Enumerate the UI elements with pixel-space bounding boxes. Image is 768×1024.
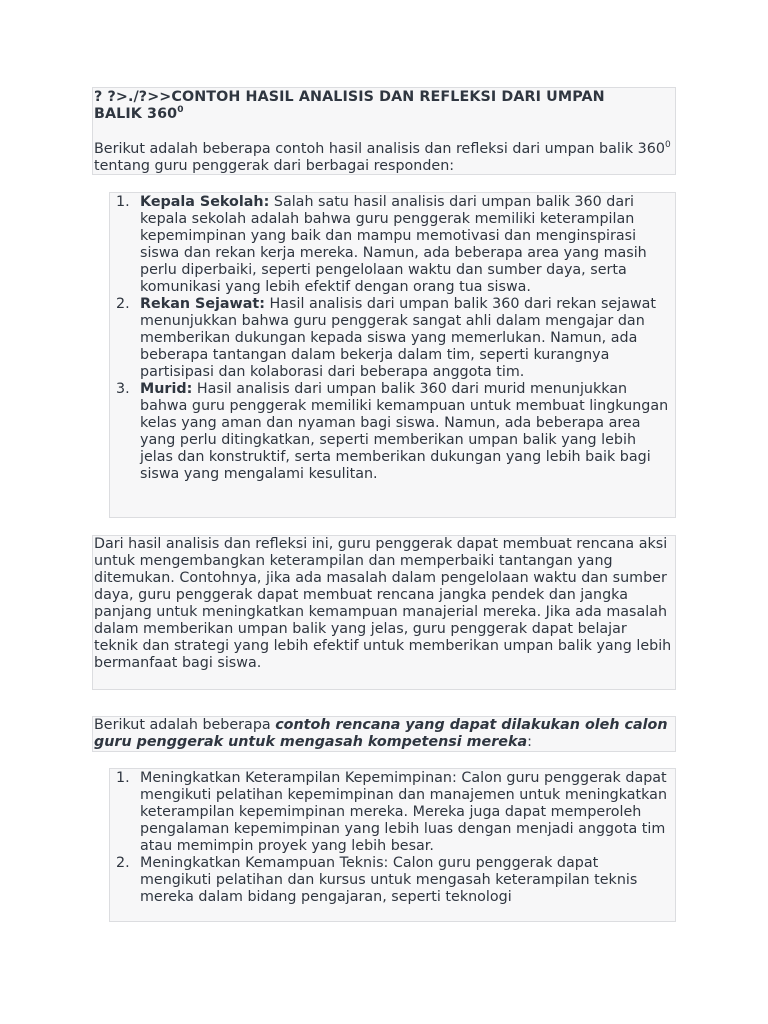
plans-list	[109, 768, 676, 922]
list-item	[110, 855, 671, 906]
plans-ordered-list	[110, 770, 671, 906]
respondent-label: Rekan Sejawat:	[140, 296, 265, 312]
intro-paragraph: Berikut adalah beberapa contoh hasil analisis dan refleksi dari umpan balik $360^0$ tentang guru penggerak dari berbagai responden:	[94, 140, 671, 174]
respondent-label: Kepala Sekolah:	[140, 194, 270, 210]
respondent-text: Hasil analisis dari umpan balik 360 dari rekan sejawat menunjukkan bahwa guru penggerak sangat ahli dalam mengajar dan memberikan dukungan kepada siswa yang memerlukan. Namun, ada beberapa tantangan dalam bekerja dalam tim, seperti kurangnya partisipasi dan kolaborasi dari beberapa anggota tim.	[140, 296, 657, 380]
list-item	[110, 770, 671, 855]
title-superscript: 0	[177, 104, 184, 115]
respondent-label: Murid:	[140, 381, 193, 397]
list-item	[110, 296, 673, 381]
respondent-ordered-list	[110, 194, 673, 483]
intro-superscript: 0	[664, 140, 671, 151]
plans-intro-section	[92, 716, 676, 752]
title-line-1: ? ?>./?>>CONTOH HASIL ANALISIS DAN REFLEKSI DARI UMPAN	[94, 89, 605, 105]
plans-intro-paragraph: Berikut adalah beberapa contoh rencana yang dapat dilakukan oleh calon guru penggerak untuk mengasah kompetensi mereka:	[94, 717, 668, 750]
respondent-list	[109, 192, 676, 518]
list-number: 1.	[116, 770, 130, 786]
plan-text: Meningkatkan Keterampilan Kepemimpinan: Calon guru penggerak dapat mengikuti pelatihan kepemimpinan dan manajemen untuk meningkatkan keterampilan kepemimpinan mereka. Mereka juga dapat memperoleh pengalaman kepemimpinan yang lebih luas dengan menjadi anggota tim atau memimpin proyek yang lebih besar.	[140, 770, 668, 854]
plans-intro-emphasis: contoh rencana yang dapat dilakukan oleh calon guru penggerak untuk mengasah kompetensi mereka	[94, 717, 668, 750]
list-number: 3.	[116, 381, 130, 397]
plan-text: Meningkatkan Kemampuan Teknis: Calon guru penggerak dapat mengikuti pelatihan dan kursus untuk mengasah keterampilan teknis mereka dalam bidang pengajaran, seperti teknologi	[140, 855, 638, 905]
reflection-paragraph: Dari hasil analisis dan refleksi ini, guru penggerak dapat membuat rencana aksi untuk mengembangkan keterampilan dan memperbaiki tantangan yang ditemukan. Contohnya, jika ada masalah dalam pengelolaan waktu dan sumber daya, guru penggerak dapat membuat rencana jangka pendek dan jangka panjang untuk meningkatkan kemampuan manajerial mereka. Jika ada masalah dalam memberikan umpan balik yang jelas, guru penggerak dapat belajar teknik dan strategi yang lebih efektif untuk memberikan umpan balik yang lebih bermanfaat bagi siswa.	[94, 536, 672, 671]
list-number: 2.	[116, 296, 130, 312]
respondent-text: Salah satu hasil analisis dari umpan balik 360 dari kepala sekolah adalah bahwa guru penggerak memiliki keterampilan kepemimpinan yang baik dan mampu memotivasi dan menginspirasi siswa dan rekan kerja mereka. Namun, ada beberapa area yang masih perlu diperbaiki, seperti pengelolaan waktu dan sumber daya, serta komunikasi yang lebih efektif dengan orang tua siswa.	[140, 194, 647, 295]
respondent-text: Hasil analisis dari umpan balik 360 dari murid menunjukkan bahwa guru penggerak memiliki kemampuan untuk membuat lingkungan kelas yang aman dan nyaman bagi siswa. Namun, ada beberapa area yang perlu ditingkatkan, seperti memberikan umpan balik yang lebih jelas dan konstruktif, serta memberikan dukungan yang lebih baik bagi siswa yang mengalami kesulitan.	[140, 381, 669, 482]
header-section	[92, 87, 676, 175]
list-number: 2.	[116, 855, 130, 871]
list-item	[110, 381, 673, 483]
list-number: 1.	[116, 194, 130, 210]
page-title	[94, 89, 671, 122]
list-item	[110, 194, 673, 296]
reflection-section	[92, 535, 676, 690]
title-line-2: BALIK 360	[94, 105, 178, 122]
